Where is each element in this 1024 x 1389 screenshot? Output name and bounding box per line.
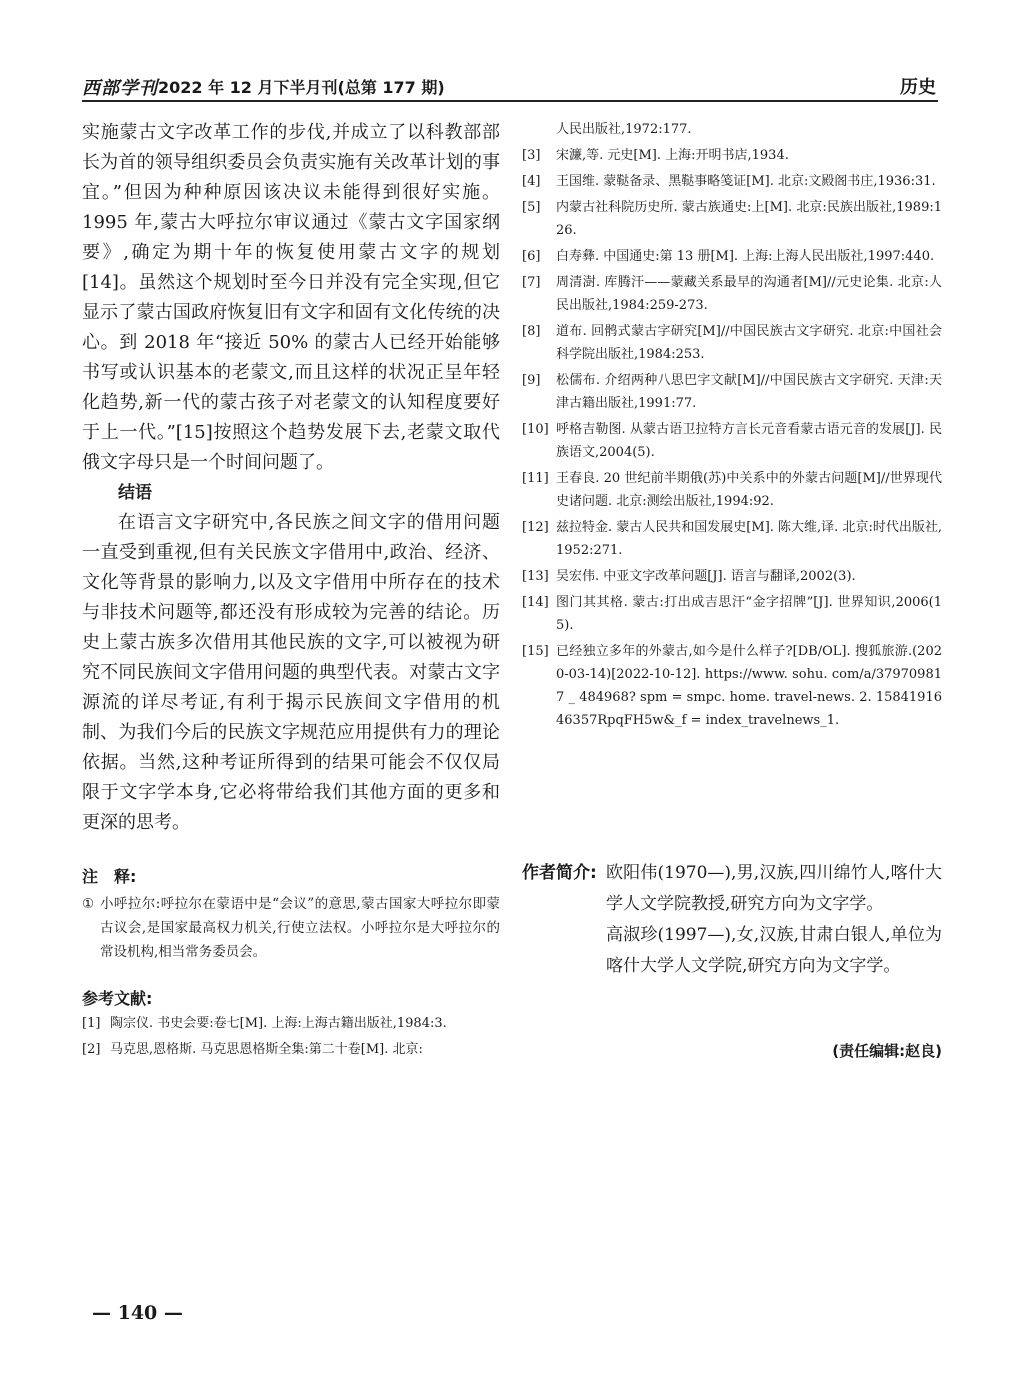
reference-text: 松儒布. 介绍两种八思巴字文献[M]//中国民族古文字研究. 天津:天津古籍出版社,1991:77. (556, 373, 942, 411)
section-label: 历史 (900, 77, 936, 98)
reference-text: 宋濂,等. 元史[M]. 上海:开明书店,1934. (556, 148, 789, 163)
author-label: 作者简介: (522, 863, 597, 883)
reference-number: [11] (522, 471, 549, 486)
reference-number: [5] (522, 200, 541, 215)
reference-item (522, 196, 942, 242)
left-column (82, 118, 500, 1064)
reference-text: 呼格吉勒图. 从蒙古语卫拉特方言长元音看蒙古语元音的发展[J]. 民族语文,2004(5). (556, 422, 942, 460)
reference-number: [15] (522, 644, 549, 659)
author-bio: 欧阳伟(1970—),男,汉族,四川绵竹人,喀什大学人文学院教授,研究方向为文字学。 (606, 863, 942, 914)
reference-item (522, 565, 942, 588)
reference-text: 人民出版社,1972:177. (556, 122, 692, 137)
body-paragraph: 在语言文字研究中,各民族之间文字的借用问题一直受到重视,但有关民族文字借用中,政治、经济、文化等背景的影响力,以及文字借用中所存在的技术与非技术问题等,都还没有形成较为完善的结论。历史上蒙古族多次借用其他民族的文字,可以被视为研究不同民族间文字借用问题的典型代表。对蒙古文字源流的详尽考证,有利于揭示民族间文字借用的机制、为我们今后的民族文字规范应用提供有力的理论依据。当然,这种考证所得到的结果可能会不仅仅局限于文字学本身,它必将带给我们其他方面的更多和更深的思考。 (82, 512, 500, 833)
body-paragraph: 实施蒙古文字改革工作的步伐,并成立了以科教部部长为首的领导组织委员会负责实施有关改革计划的事宜。”但因为种种原因该决议未能得到很好实施。1995 年,蒙古大呼拉尔审议通过《蒙古文字国家纲要》,确定为期十年的恢复使用蒙古文字的规划[14]。虽然这个规划时至今日并没有完全实现,但它显示了蒙古国政府恢复旧有文字和固有文化传统的决心。到 2018 年“接近 50% 的蒙古人已经开始能够书写或认识基本的老蒙文,而且这样的状况正呈年轻化趋势,新一代的蒙古孩子对老蒙文的认知程度要好于上一代。”[15]按照这个趋势发展下去,老蒙文取代俄文字母只是一个时间问题了。 (82, 122, 500, 473)
author-info (522, 858, 942, 1060)
reference-item (522, 418, 942, 464)
reference-item (522, 320, 942, 366)
reference-number: [3] (522, 148, 541, 163)
reference-text: 白寿彝. 中国通史:第 13 册[M]. 上海:上海人民出版社,1997:440. (556, 249, 935, 264)
notes-heading: 注 释: (82, 867, 137, 886)
reference-continuation (522, 118, 942, 141)
footnote-text: 小呼拉尔:呼拉尔在蒙语中是“会议”的意思,蒙古国家大呼拉尔即蒙古议会,是国家最高权力机关,行使立法权。小呼拉尔是大呼拉尔的常设机构,相当常务委员会。 (100, 896, 500, 960)
footnote-marker: ① (82, 896, 95, 912)
reference-number: [6] (522, 249, 541, 264)
reference-item (522, 591, 942, 637)
reference-text: 马克思,恩格斯. 马克思恩格斯全集:第二十卷[M]. 北京: (110, 1042, 423, 1057)
reference-item (522, 170, 942, 193)
reference-item (82, 1038, 500, 1061)
footnote (82, 892, 500, 964)
reference-item (522, 467, 942, 513)
reference-text: 图门其其格. 蒙古:打出成吉思汗“金字招牌”[J]. 世界知识,2006(15). (556, 595, 942, 633)
reference-item (82, 1012, 500, 1035)
reference-number: [8] (522, 324, 541, 339)
reference-number: [9] (522, 373, 541, 388)
reference-text: 陶宗仪. 书史会要:卷七[M]. 上海:上海古籍出版社,1984:3. (110, 1016, 447, 1031)
reference-number: [12] (522, 520, 549, 535)
conclusion-heading: 结语 (118, 483, 152, 503)
author-bio: 高淑珍(1997—),女,汉族,甘肃白银人,单位为喀什大学人文学院,研究方向为文字学。 (606, 925, 942, 976)
reference-text: 道布. 回鹘式蒙古字研究[M]//中国民族古文字研究. 北京:中国社会科学院出版社,1984:253. (556, 324, 942, 362)
reference-item (522, 144, 942, 167)
journal-logo: 西部学刊 (82, 78, 158, 99)
page-number: — 140 — (92, 1302, 183, 1324)
reference-number: [7] (522, 275, 541, 290)
reference-item (522, 271, 942, 317)
reference-item (522, 369, 942, 415)
reference-text: 王春良. 20 世纪前半期俄(苏)中关系中的外蒙古问题[M]//世界现代史诸问题. 北京:测绘出版社,1994:92. (556, 471, 942, 509)
reference-text: 内蒙古社科院历史所. 蒙古族通史:上[M]. 北京:民族出版社,1989:126. (556, 200, 942, 238)
reference-number: [13] (522, 569, 549, 584)
reference-text: 吴宏伟. 中亚文字改革问题[J]. 语言与翻译,2002(3). (556, 569, 856, 584)
reference-text: 周清澍. 库腾汗——蒙藏关系最早的沟通者[M]//元史论集. 北京:人民出版社,1984:259-273. (556, 275, 942, 313)
running-header (82, 72, 938, 102)
issue-info: 2022 年 12 月下半月刊(总第 177 期) (158, 78, 445, 97)
responsible-editor: (责任编辑:赵良) (832, 1042, 942, 1060)
reference-number: [4] (522, 174, 541, 189)
right-column (522, 118, 942, 735)
references-heading: 参考文献: (82, 989, 153, 1008)
reference-text: 兹拉特金. 蒙古人民共和国发展史[M]. 陈大维,译. 北京:时代出版社,1952:271. (556, 520, 942, 558)
reference-item (522, 640, 942, 732)
reference-number: [1] (82, 1016, 101, 1031)
reference-number: [2] (82, 1042, 101, 1057)
reference-item (522, 516, 942, 562)
reference-item (522, 245, 942, 268)
reference-number: [10] (522, 422, 549, 437)
reference-text: 已经独立多年的外蒙古,如今是什么样子?[DB/OL]. 搜狐旅游.(2020-03-14)[2022-10-12]. https://www. sohu. com/a/379709817 _ 484968? spm = smpc. home. travel-news. 2. 1584191646357RpqFH5w&_f = index_travelnews_1. (556, 644, 942, 728)
reference-text: 王国维. 蒙鞑备录、黑鞑事略笺证[M]. 北京:文殿阁书庄,1936:31. (556, 174, 936, 189)
reference-number: [14] (522, 595, 549, 610)
